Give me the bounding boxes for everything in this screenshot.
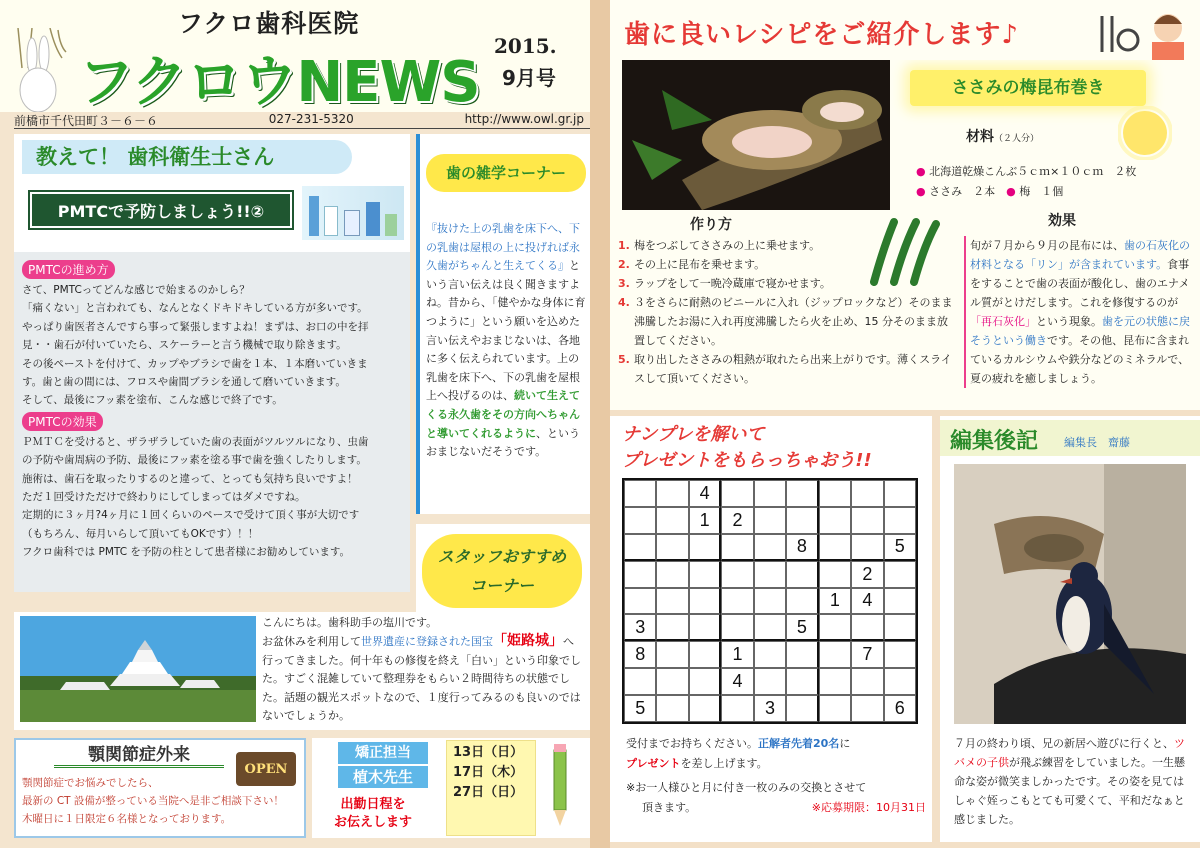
- trivia-body1: という言い伝えは良く聞きますよね。昔から、「健やかな身体に育つように」という願いを込めた言い伝えやおまじないは、各地に多く伝えられています。上の乳歯を床下へ、下の乳歯を屋根上へ投げるのは、: [426, 259, 586, 403]
- sudoku-cell[interactable]: [884, 614, 916, 641]
- sudoku-cell[interactable]: [689, 561, 721, 588]
- effect-segment: 旬が７月から９月の昆布には、: [970, 239, 1124, 252]
- editor-text-c: が飛ぶ練習をしていました。一生懸命な姿が微笑ましかったです。その姿を見てはしゃぐ姪っこもとても可愛くて、平和だなぁと感じました。: [954, 756, 1185, 826]
- sudoku-cell[interactable]: [721, 588, 753, 615]
- sudoku-cell[interactable]: [786, 561, 818, 588]
- sudoku-cell: 3: [754, 695, 786, 722]
- text-line: す。歯と歯の間には、フロスや歯間ブラシを通して磨いていきます。: [22, 376, 346, 389]
- issue-month: 9月号: [502, 66, 556, 90]
- step-text: 取り出したささみの粗熱が取れたら出来上がりです。薄くスライスして頂いてください。: [634, 353, 952, 385]
- sudoku-grid[interactable]: [622, 478, 918, 724]
- puzzle-panel: [610, 416, 932, 842]
- dental-products-image: [302, 186, 404, 240]
- address-bar: [14, 112, 590, 128]
- sudoku-cell[interactable]: [721, 534, 753, 561]
- pmtc-subheading: PMTCで予防しましょう!!②: [30, 192, 292, 228]
- left-page: [0, 0, 590, 848]
- sudoku-cell[interactable]: [656, 507, 688, 534]
- trivia-body2: 、というおまじないだそうです。: [426, 426, 580, 459]
- sudoku-cell[interactable]: [884, 641, 916, 668]
- right-page: [610, 0, 1200, 848]
- sudoku-cell[interactable]: [624, 507, 656, 534]
- steps-title: 作り方: [690, 217, 732, 233]
- sudoku-cell: 7: [851, 641, 883, 668]
- sudoku-cell[interactable]: [851, 668, 883, 695]
- text-line: の予防や歯周病の予防、最後にフッ素を塗る事で歯を強くしたりします。: [22, 454, 367, 467]
- sudoku-cell[interactable]: [786, 507, 818, 534]
- text-line: 施術は、歯石を取ったりするのと違って、とっても気持ち良いですよ！: [22, 472, 358, 485]
- text-line: 「痛くない」と言われても、なんとなくドキドキしている方が多いです。: [22, 302, 368, 315]
- sudoku-cell[interactable]: [819, 507, 851, 534]
- trivia-highlight2: 続いて生えてくる永久歯をその方向へちゃんと導いてくれるように: [426, 389, 580, 440]
- sudoku-cell: 4: [721, 668, 753, 695]
- step-text: その上に昆布を乗せます。: [634, 258, 766, 271]
- sudoku-cell[interactable]: [721, 480, 753, 507]
- bullet-icon: ●: [916, 185, 926, 198]
- puzzle-text-1c: に: [839, 737, 851, 750]
- ortho-label: 矯正担当: [338, 742, 428, 764]
- sudoku-cell[interactable]: [851, 507, 883, 534]
- tmj-text: [22, 774, 306, 828]
- trivia-text: [426, 220, 588, 462]
- masthead: [0, 0, 590, 128]
- ingredient-3-text: 梅 １個: [1019, 185, 1064, 198]
- sudoku-cell[interactable]: [819, 641, 851, 668]
- sudoku-cell: 3: [624, 614, 656, 641]
- ingredient-item-1: [916, 162, 1196, 182]
- trivia-heading: 歯の雑学コーナー: [426, 154, 586, 192]
- sudoku-cell: 5: [884, 534, 916, 561]
- editor-heading: 編集後記: [950, 429, 1039, 454]
- sudoku-cell: 4: [689, 480, 721, 507]
- effect-segment: 食事をすることで歯の表面が酸化し、歯のエナメル質がとけだします。これを修復するのが: [970, 258, 1190, 309]
- effect-title: 効果: [1048, 213, 1076, 229]
- staff-heading-line1: スタッフおすすめ: [437, 547, 567, 566]
- masthead-divider: [14, 128, 590, 129]
- sudoku-cell: 6: [884, 695, 916, 722]
- tmj-line-3: 木曜日に１日限定６名様となっております。: [22, 813, 232, 825]
- ingredient-1-text: 北海道乾燥こんぶ５ｃｍ×１０ｃｍ ２枚: [929, 165, 1137, 178]
- step-text: ３をさらに耐熱のビニールに入れ（ジップロックなど）そのまま沸騰したお湯に入れ再度沸騰したら火を止め、15 分そのまま放置してください。: [634, 296, 953, 347]
- puzzle-text-1a: 受付までお持ちください。: [626, 737, 758, 750]
- tmj-line-2: 最新の CT 設備が整っている当院へ是非ご相談下さい！: [22, 795, 284, 807]
- sudoku-cell[interactable]: [624, 588, 656, 615]
- sudoku-cell[interactable]: [754, 588, 786, 615]
- recipe-photo: [622, 60, 890, 210]
- staff-heading-bubble: [422, 534, 582, 608]
- effect-text: [964, 236, 1196, 388]
- sudoku-cell: 4: [851, 588, 883, 615]
- staff-panel: [14, 612, 590, 730]
- puzzle-text-4: 頂きます。: [642, 801, 697, 814]
- text-line: さて、PMTCってどんな感じで始まるのかしら？: [22, 284, 250, 296]
- sudoku-cell[interactable]: [721, 695, 753, 722]
- sudoku-cell[interactable]: [819, 561, 851, 588]
- swallow-photo: [954, 464, 1186, 724]
- effect-segment: 歯の石灰化の材料となる「リン」が含まれています。: [970, 239, 1190, 271]
- text-line: フクロ歯科では PMTC を予防の柱として患者様にお勧めしています。: [22, 546, 351, 559]
- sudoku-cell[interactable]: [851, 614, 883, 641]
- ingredient-item-2: [916, 182, 1196, 202]
- tmj-heading: 顎関節症外来: [54, 742, 224, 768]
- clinic-name: フクロ歯科医院: [178, 9, 360, 38]
- sudoku-cell: 1: [689, 507, 721, 534]
- sudoku-cell[interactable]: [884, 668, 916, 695]
- sudoku-cell[interactable]: [884, 588, 916, 615]
- moon-icon: [1118, 106, 1172, 160]
- sudoku-cell[interactable]: [819, 480, 851, 507]
- text-line: やっぱり歯医者さんですら事って緊張しますよね！まずは、お口の中を拝: [22, 320, 369, 333]
- pmtc-process-text: [22, 281, 402, 410]
- ingredients-serving: （２人分）: [994, 134, 1040, 144]
- trivia-panel: [416, 134, 590, 514]
- sudoku-cell[interactable]: [754, 561, 786, 588]
- step-number: 5.: [618, 353, 630, 366]
- sudoku-cell[interactable]: [689, 534, 721, 561]
- sudoku-cell[interactable]: [884, 480, 916, 507]
- sudoku-cell[interactable]: [786, 695, 818, 722]
- sudoku-cell[interactable]: [656, 614, 688, 641]
- sudoku-cell[interactable]: [786, 588, 818, 615]
- ingredients-list: [916, 162, 1196, 202]
- puzzle-text-2b: を差し上げます。: [680, 757, 768, 770]
- staff-text-body: [262, 632, 582, 725]
- sudoku-cell[interactable]: [721, 614, 753, 641]
- sudoku-cell[interactable]: [689, 588, 721, 615]
- sudoku-cell[interactable]: [819, 668, 851, 695]
- pmtc-body: [14, 252, 410, 592]
- effect-segment: という現象。: [1036, 315, 1102, 328]
- sudoku-cell: 5: [786, 614, 818, 641]
- puzzle-info-line2: [626, 754, 926, 774]
- editor-byline: 編集長 齋藤: [1064, 436, 1130, 449]
- recipe-photo-image: [622, 60, 890, 210]
- editor-panel: [940, 416, 1200, 842]
- staff-text: [262, 614, 582, 725]
- text-line: ＰＭＴＣを受けると、ザラザラしていた歯の表面がツルツルになり、虫歯: [22, 435, 369, 448]
- sudoku-cell[interactable]: [754, 507, 786, 534]
- sudoku-cell: 5: [624, 695, 656, 722]
- kelp-icon: [864, 216, 946, 286]
- sudoku-cell[interactable]: [656, 561, 688, 588]
- sudoku-cell[interactable]: [689, 641, 721, 668]
- ortho-date-1: 13日（日）: [453, 745, 524, 760]
- sudoku-cell[interactable]: [624, 561, 656, 588]
- sudoku-cell[interactable]: [754, 641, 786, 668]
- ortho-date-3: 27日（日）: [453, 785, 524, 800]
- sudoku-cell[interactable]: [689, 668, 721, 695]
- pmtc-effect-text: [22, 433, 402, 562]
- sudoku-cell[interactable]: [624, 534, 656, 561]
- recipe-step: [618, 293, 958, 350]
- puzzle-text-2a: プレゼント: [626, 757, 681, 770]
- sudoku-cell[interactable]: [656, 588, 688, 615]
- sudoku-cell[interactable]: [754, 480, 786, 507]
- sudoku-cell: 2: [851, 561, 883, 588]
- ortho-note-line2: お伝えします: [334, 815, 413, 830]
- ortho-date-2: 17日（木）: [453, 765, 524, 780]
- sudoku-cell[interactable]: [819, 534, 851, 561]
- recipe-header-bar: [610, 0, 1200, 60]
- ortho-note-line1: 出勤日程を: [340, 797, 406, 812]
- sudoku-cell[interactable]: [624, 668, 656, 695]
- staff-heading-line2: コーナー: [469, 576, 534, 595]
- ortho-doctor: 植木先生: [338, 766, 428, 788]
- sudoku-cell[interactable]: [851, 695, 883, 722]
- ingredients-title: [966, 126, 1039, 146]
- puzzle-text-1b: 正解者先着20名: [758, 737, 840, 750]
- open-sign-text: OPEN: [244, 761, 288, 777]
- pencil-icon: [540, 742, 580, 832]
- sudoku-cell[interactable]: [819, 614, 851, 641]
- text-line: （もちろん、毎月いらして頂いてもOKです）！！: [22, 527, 259, 540]
- bullet-icon: ●: [1006, 185, 1016, 198]
- puzzle-info: [626, 734, 926, 818]
- staff-text-b1: お盆休みを利用して: [262, 635, 361, 649]
- issue-year: 2015.: [494, 34, 557, 58]
- text-line: そして、最後にフッ素を塗布、こんな感じで終了です。: [22, 394, 283, 407]
- sudoku-cell[interactable]: [786, 668, 818, 695]
- staff-text-b2: 世界遺産に登録された国宝: [361, 635, 493, 649]
- staff-text-c: へ行ってきました。何十年もの修復を終え「白い」という印象でした。すごく混雑していて整理券をもらい２時間待ちの状態でした。話題の観光スポットなので、１度行ってみるのも良いのではないでしょうか。: [262, 635, 581, 723]
- section-tag-pmtc-effect: PMTCの効果: [22, 412, 103, 431]
- editor-text-a: ７月の終わり頃、兄の新居へ遊びに行くと、: [954, 737, 1174, 750]
- sudoku-cell[interactable]: [656, 641, 688, 668]
- tmj-panel: [14, 738, 306, 838]
- sudoku-cell[interactable]: [754, 614, 786, 641]
- recipe-header: 歯に良いレシピをご紹介します♪: [624, 20, 1019, 50]
- editor-text: [954, 734, 1190, 829]
- sudoku-cell[interactable]: [851, 480, 883, 507]
- ortho-note: [334, 796, 412, 832]
- sudoku-cell[interactable]: [656, 695, 688, 722]
- step-number: 2.: [618, 258, 630, 271]
- tmj-line-1: 顎関節症でお悩みでしたら、: [22, 777, 159, 789]
- step-text: ラップをして一晩冷蔵庫で寝かせます。: [634, 277, 831, 290]
- puzzle-info-line1: [626, 734, 926, 754]
- puzzle-heading-line1: ナンプレを解いて: [622, 424, 765, 445]
- rabbit-illustration-icon: [10, 28, 70, 112]
- ingredient-2-text: ささみ ２本: [929, 185, 996, 198]
- text-line: 定期的に３ヶ月?4ヶ月に１回くらいのペースで受けて頂く事が大切です: [22, 509, 360, 522]
- recipe-step: [618, 350, 958, 388]
- recipe-name: ささみの梅昆布巻き: [910, 70, 1146, 106]
- sudoku-cell[interactable]: [884, 561, 916, 588]
- cooking-tools-icon: [1096, 14, 1140, 54]
- sudoku-cell[interactable]: [884, 507, 916, 534]
- sudoku-cell[interactable]: [656, 668, 688, 695]
- sudoku-cell[interactable]: [656, 534, 688, 561]
- sudoku-cell[interactable]: [721, 561, 753, 588]
- sudoku-cell[interactable]: [754, 534, 786, 561]
- staff-text-b3: 「姫路城」: [493, 633, 563, 650]
- step-number: 3.: [618, 277, 630, 290]
- puzzle-heading-line2: プレゼントをもらっちゃおう!!: [622, 450, 872, 471]
- sudoku-cell[interactable]: [689, 695, 721, 722]
- puzzle-info-line4: [626, 798, 926, 818]
- sudoku-cell[interactable]: [819, 695, 851, 722]
- chef-avatar-icon: [1144, 6, 1192, 60]
- hygienist-heading: 教えて！ 歯科衛生士さん: [22, 140, 352, 174]
- ortho-panel: [312, 738, 590, 838]
- sudoku-cell[interactable]: [786, 641, 818, 668]
- puzzle-info-line3: ※お一人様ひと月に付き一枚のみの交換とさせて: [626, 781, 867, 794]
- bullet-icon: ●: [916, 165, 926, 178]
- text-line: 見・・歯石が付いていたら、スケーラーと言う機械で取り除きます。: [22, 339, 347, 352]
- editor-text-b: ツバメの子供: [954, 737, 1185, 769]
- sudoku-cell: 1: [721, 641, 753, 668]
- text-line: ただ１回受けただけで終わりにしてしまってはダメですね。: [22, 491, 306, 504]
- himeji-castle-image: [20, 616, 256, 722]
- sudoku-cell: 2: [721, 507, 753, 534]
- ingredients-title-text: 材料: [966, 129, 994, 145]
- ortho-dates: [446, 740, 536, 836]
- effect-segment: です。その他、昆布に含まれているカルシウムや鉄分などのミネラルで、夏の疲れを癒しましょう。: [970, 334, 1190, 385]
- text-line: その後ペーストを付けて、カップやブラシで歯を１本、１本磨いていきま: [22, 357, 368, 370]
- hygienist-panel: [14, 134, 410, 592]
- puzzle-deadline: ※応募期限：10月31日: [811, 801, 926, 814]
- sudoku-cell[interactable]: [689, 614, 721, 641]
- effect-segment: 歯を元の状態に戻そうという働き: [970, 315, 1190, 347]
- effect-segment: 「再石灰化」: [970, 315, 1036, 328]
- sudoku-cell: 8: [624, 641, 656, 668]
- trivia-highlight: 『抜けた上の乳歯を床下へ、下の乳歯は屋根の上に投げれば永久歯がちゃんと生えてくる』: [426, 222, 580, 273]
- section-tag-pmtc-process: PMTCの進め方: [22, 260, 115, 279]
- recipe-panel: [610, 60, 1200, 410]
- staff-text-greeting: こんにちは。歯科助手の塩川です。: [262, 616, 438, 629]
- sudoku-cell: 8: [786, 534, 818, 561]
- step-number: 1.: [618, 239, 630, 252]
- sudoku-cell: 1: [819, 588, 851, 615]
- address: 前橋市千代田町３－６－６: [14, 114, 159, 128]
- puzzle-heading: [622, 422, 872, 474]
- news-title: フクロウNEWS: [78, 50, 480, 115]
- step-text: 梅をつぶしてささみの上に乗せます。: [634, 239, 821, 252]
- sudoku-cell[interactable]: [656, 480, 688, 507]
- sudoku-cell[interactable]: [786, 480, 818, 507]
- sudoku-cell[interactable]: [754, 668, 786, 695]
- step-number: 4.: [618, 296, 630, 309]
- sudoku-cell[interactable]: [624, 480, 656, 507]
- staff-heading-panel: [416, 524, 590, 616]
- sudoku-cell[interactable]: [851, 534, 883, 561]
- phone: 027-231-5320: [268, 112, 354, 126]
- website-url[interactable]: http://www.owl.gr.jp: [464, 112, 584, 126]
